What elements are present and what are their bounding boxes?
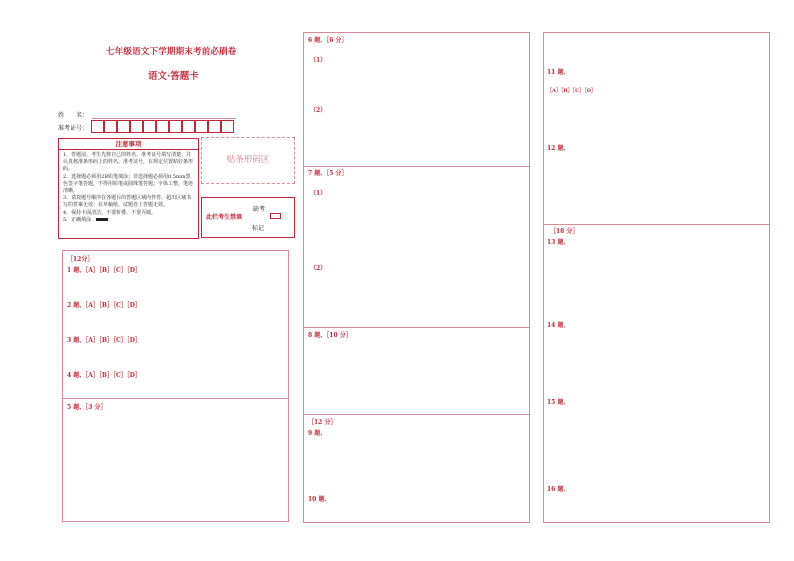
- divider: [304, 327, 529, 328]
- exam-number-cell[interactable]: [143, 120, 156, 133]
- notice-title: 注意事项: [59, 139, 198, 150]
- absent-box: [201, 197, 295, 238]
- question-5-label: 5 题、［3 分］: [67, 404, 107, 411]
- exam-number-cell[interactable]: [91, 120, 104, 133]
- exam-number-cell[interactable]: [130, 120, 143, 133]
- notice-item: 5．正确填涂: [63, 216, 92, 223]
- question-6-label: 6 题、［6 分］: [308, 37, 348, 44]
- divider: [304, 414, 529, 415]
- exam-number-cell[interactable]: [104, 120, 117, 133]
- section-header: ［18 分］: [550, 228, 579, 235]
- question-11-choices[interactable]: ［A］［B］［C］［D］: [547, 88, 596, 94]
- barcode-area: [201, 137, 295, 184]
- page-title: 七年级语文下学期期末考前必刷卷: [106, 47, 237, 57]
- exam-number-label: 准考证号：: [58, 125, 89, 132]
- absent-label-top: 缺考: [253, 206, 266, 213]
- exam-number-cell[interactable]: [208, 120, 221, 133]
- section-header: ［12分］: [67, 256, 94, 263]
- question-8-label: 8 题、［10 分］: [308, 332, 352, 339]
- question-6-part-1[interactable]: （1）: [310, 57, 327, 64]
- name-label: 姓 名：: [58, 112, 89, 119]
- question-13-label[interactable]: 13 题、: [547, 239, 570, 246]
- name-underline[interactable]: [92, 118, 236, 119]
- absent-label-left: 此栏考生禁填: [206, 214, 243, 221]
- choice-question-4[interactable]: 4 题、［A］［B］［C］［D］: [67, 372, 141, 379]
- question-6-part-2[interactable]: （2）: [310, 107, 327, 114]
- exam-number-cell[interactable]: [169, 120, 182, 133]
- question-11-label: 11 题、: [547, 69, 570, 76]
- page-subtitle: 语文·答题卡: [148, 71, 199, 82]
- question-7-part-2[interactable]: （2）: [310, 265, 327, 272]
- exam-number-cell[interactable]: [117, 120, 130, 133]
- section-1-choices: [62, 250, 289, 522]
- exam-number-cell[interactable]: [182, 120, 195, 133]
- choice-question-2[interactable]: 2 题、［A］［B］［C］［D］: [67, 302, 141, 309]
- choice-question-1[interactable]: 1 题、［A］［B］［C］［D］: [67, 267, 141, 274]
- question-16-label[interactable]: 16 题、: [547, 486, 570, 493]
- notice-item: 2．选择题必须用2B铅笔填涂；非选择题必须用0.5mm黑色签字笔答题，不得用铅笔或圆珠笔答题；字体工整、笔迹清晰。: [63, 173, 194, 195]
- question-15-label[interactable]: 15 题、: [547, 399, 570, 406]
- question-7-part-1[interactable]: （1）: [310, 190, 327, 197]
- exam-number-cell[interactable]: [195, 120, 208, 133]
- notice-item: 1．答题前，考生先将自己的姓名、准考证号填写清楚，并认真核准条形码上的姓名、准考证号，在规定位置贴好条形码。: [63, 152, 194, 173]
- column-3: [543, 32, 770, 523]
- absent-label-bottom: 标记: [252, 225, 265, 232]
- question-5-answer-area[interactable]: [63, 411, 288, 521]
- divider: [304, 166, 529, 167]
- question-10-label[interactable]: 10 题、: [308, 496, 331, 503]
- divider: [63, 398, 288, 399]
- section-header: ［12 分］: [308, 419, 337, 426]
- notice-item: 4．保持卡面清洁，不要折叠、不要弄破。: [63, 209, 157, 216]
- absent-checkbox[interactable]: [270, 213, 281, 219]
- divider: [544, 224, 769, 225]
- question-7-label: 7 题、［5 分］: [308, 170, 348, 177]
- notice-box: [58, 138, 199, 239]
- question-12-label[interactable]: 12 题、: [547, 145, 570, 152]
- question-14-label[interactable]: 14 题、: [547, 322, 570, 329]
- notice-item: 3．请按题号顺序在各题目的答题区域内作答，超出区域书写的答案无效；在草稿纸、试题卷上答题无效。: [63, 195, 192, 209]
- exam-number-cell[interactable]: [156, 120, 169, 133]
- exam-number-boxes[interactable]: [91, 120, 238, 133]
- choice-question-3[interactable]: 3 题、［A］［B］［C］［D］: [67, 337, 141, 344]
- question-8-answer-area[interactable]: [304, 339, 529, 414]
- column-2: [303, 32, 530, 523]
- question-9-label[interactable]: 9 题、: [308, 430, 327, 437]
- barcode-area-label: 贴条形码区: [226, 155, 270, 165]
- filled-sample-mark: [96, 218, 108, 221]
- exam-number-cell[interactable]: [221, 120, 234, 133]
